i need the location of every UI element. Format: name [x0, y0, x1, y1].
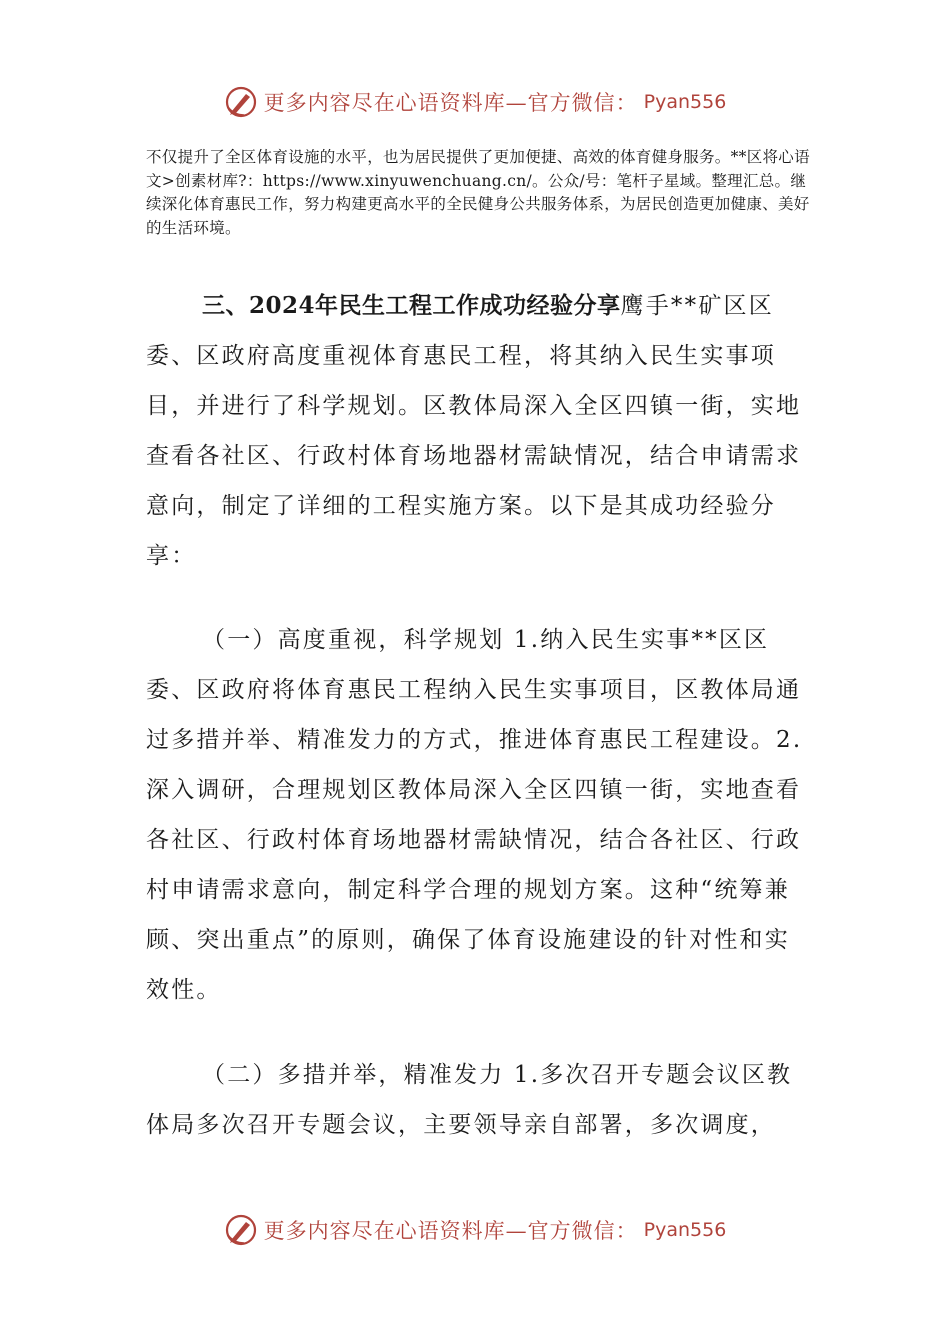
header-banner	[0, 82, 950, 122]
section-three-heading: 三、2024年民生工程工作成功经验分享	[202, 292, 621, 319]
banner-text: 更多内容尽在心语资料库—官方微信：	[263, 91, 638, 115]
banner-text: 更多内容尽在心语资料库—官方微信：	[263, 1219, 638, 1243]
subsection-two-paragraph	[146, 1050, 806, 1150]
pen-logo-icon	[224, 85, 258, 119]
subsection-two-text: （二）多措并举，精准发力 1.多次召开专题会议区教体局多次召开专题会议，主要领导亲自部署，多次调度，	[146, 1062, 793, 1138]
intro-paragraph: 不仅提升了全区体育设施的水平，也为居民提供了更加便捷、高效的体育健身服务。**区将心语文>创素材库?：https://www.xinyuwenchuang.cn/。公众/号：笔杆子星域。整理汇总。继续深化体育惠民工作，努力构建更高水平的全民健身公共服务体系，为居民创造更加健康、美好的生活环境。	[146, 148, 810, 237]
subsection-one-paragraph	[146, 615, 806, 1015]
banner-wechat-id: Pyan556	[643, 91, 727, 113]
section-three-paragraph	[146, 281, 806, 581]
banner-wechat-id: Pyan556	[643, 1219, 727, 1241]
section-three-body: 鹰手**矿区区委、区政府高度重视体育惠民工程，将其纳入民生实事项目，并进行了科学规划。区教体局深入全区四镇一街，实地查看各社区、行政村体育场地器材需缺情况，结合申请需求意向，制定了详细的工程实施方案。以下是其成功经验分享：	[146, 293, 802, 569]
pen-logo-icon	[224, 1213, 258, 1247]
subsection-one-text: （一）高度重视，科学规划 1.纳入民生实事**区区委、区政府将体育惠民工程纳入民生实事项目，区教体局通过多措并举、精准发力的方式，推进体育惠民工程建设。2.深入调研，合理规划区教体局深入全区四镇一街，实地查看各社区、行政村体育场地器材需缺情况，结合各社区、行政村申请需求意向，制定科学合理的规划方案。这种“统筹兼顾、突出重点”的原则，确保了体育设施建设的针对性和实效性。	[146, 627, 803, 1003]
footer-banner	[0, 1210, 950, 1250]
